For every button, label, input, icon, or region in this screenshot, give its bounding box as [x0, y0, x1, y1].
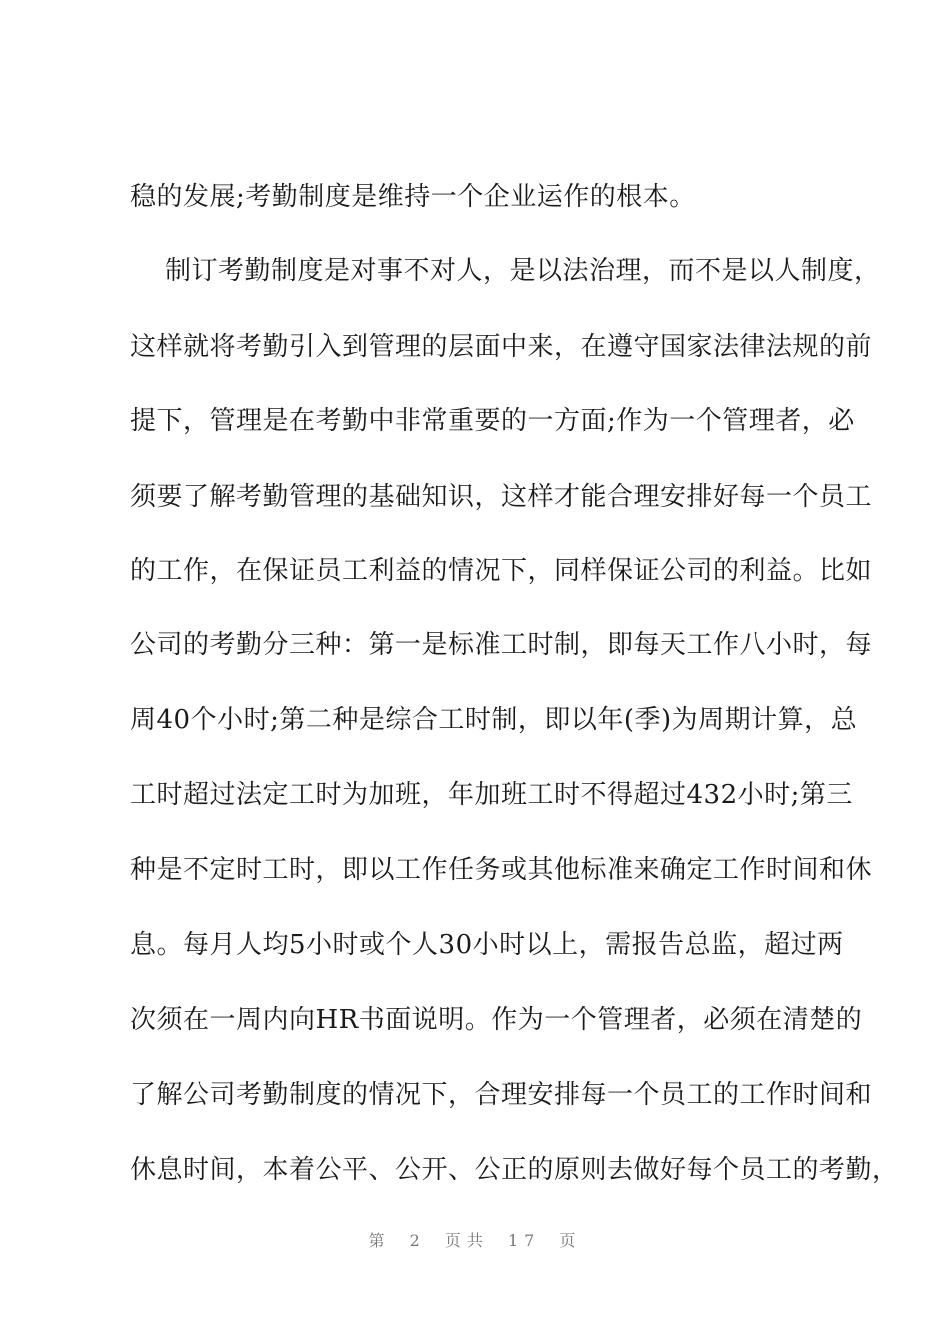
page-number-footer: 第 2 页共 17 页	[368, 1231, 582, 1250]
body-line-4: 提下，管理是在考勤中非常重要的一方面;作为一个管理者，必	[130, 406, 855, 436]
body-line-1: 稳的发展;考勤制度是维持一个企业运作的根本。	[130, 182, 696, 212]
body-line-11: 息。每月人均5小时或个人30小时以上，需报告总监，超过两	[130, 930, 844, 960]
body-line-3: 这样就将考勤引入到管理的层面中来，在遵守国家法律法规的前	[130, 332, 873, 362]
body-line-7: 公司的考勤分三种：第一是标准工时制，即每天工作八小时，每	[130, 630, 873, 660]
body-line-2: 制订考勤制度是对事不对人，是以法治理，而不是以人制度，	[130, 256, 881, 286]
body-line-9: 工时超过法定工时为加班，年加班工时不得超过432小时;第三	[130, 780, 853, 810]
body-line-5: 须要了解考勤管理的基础知识，这样才能合理安排好每一个员工	[130, 482, 873, 512]
body-line-14: 休息时间，本着公平、公开、公正的原则去做好每个员工的考勤，	[130, 1155, 899, 1185]
body-line-13: 了解公司考勤制度的情况下，合理安排每一个员工的工作时间和	[130, 1080, 873, 1110]
body-line-12: 次须在一周内向HR书面说明。作为一个管理者，必须在清楚的	[130, 1005, 863, 1035]
body-line-8: 周40个小时;第二种是综合工时制，即以年(季)为周期计算，总	[130, 705, 858, 735]
body-line-10: 种是不定时工时，即以工作任务或其他标准来确定工作时间和休	[130, 855, 873, 885]
body-line-6: 的工作，在保证员工利益的情况下，同样保证公司的利益。比如	[130, 556, 873, 586]
